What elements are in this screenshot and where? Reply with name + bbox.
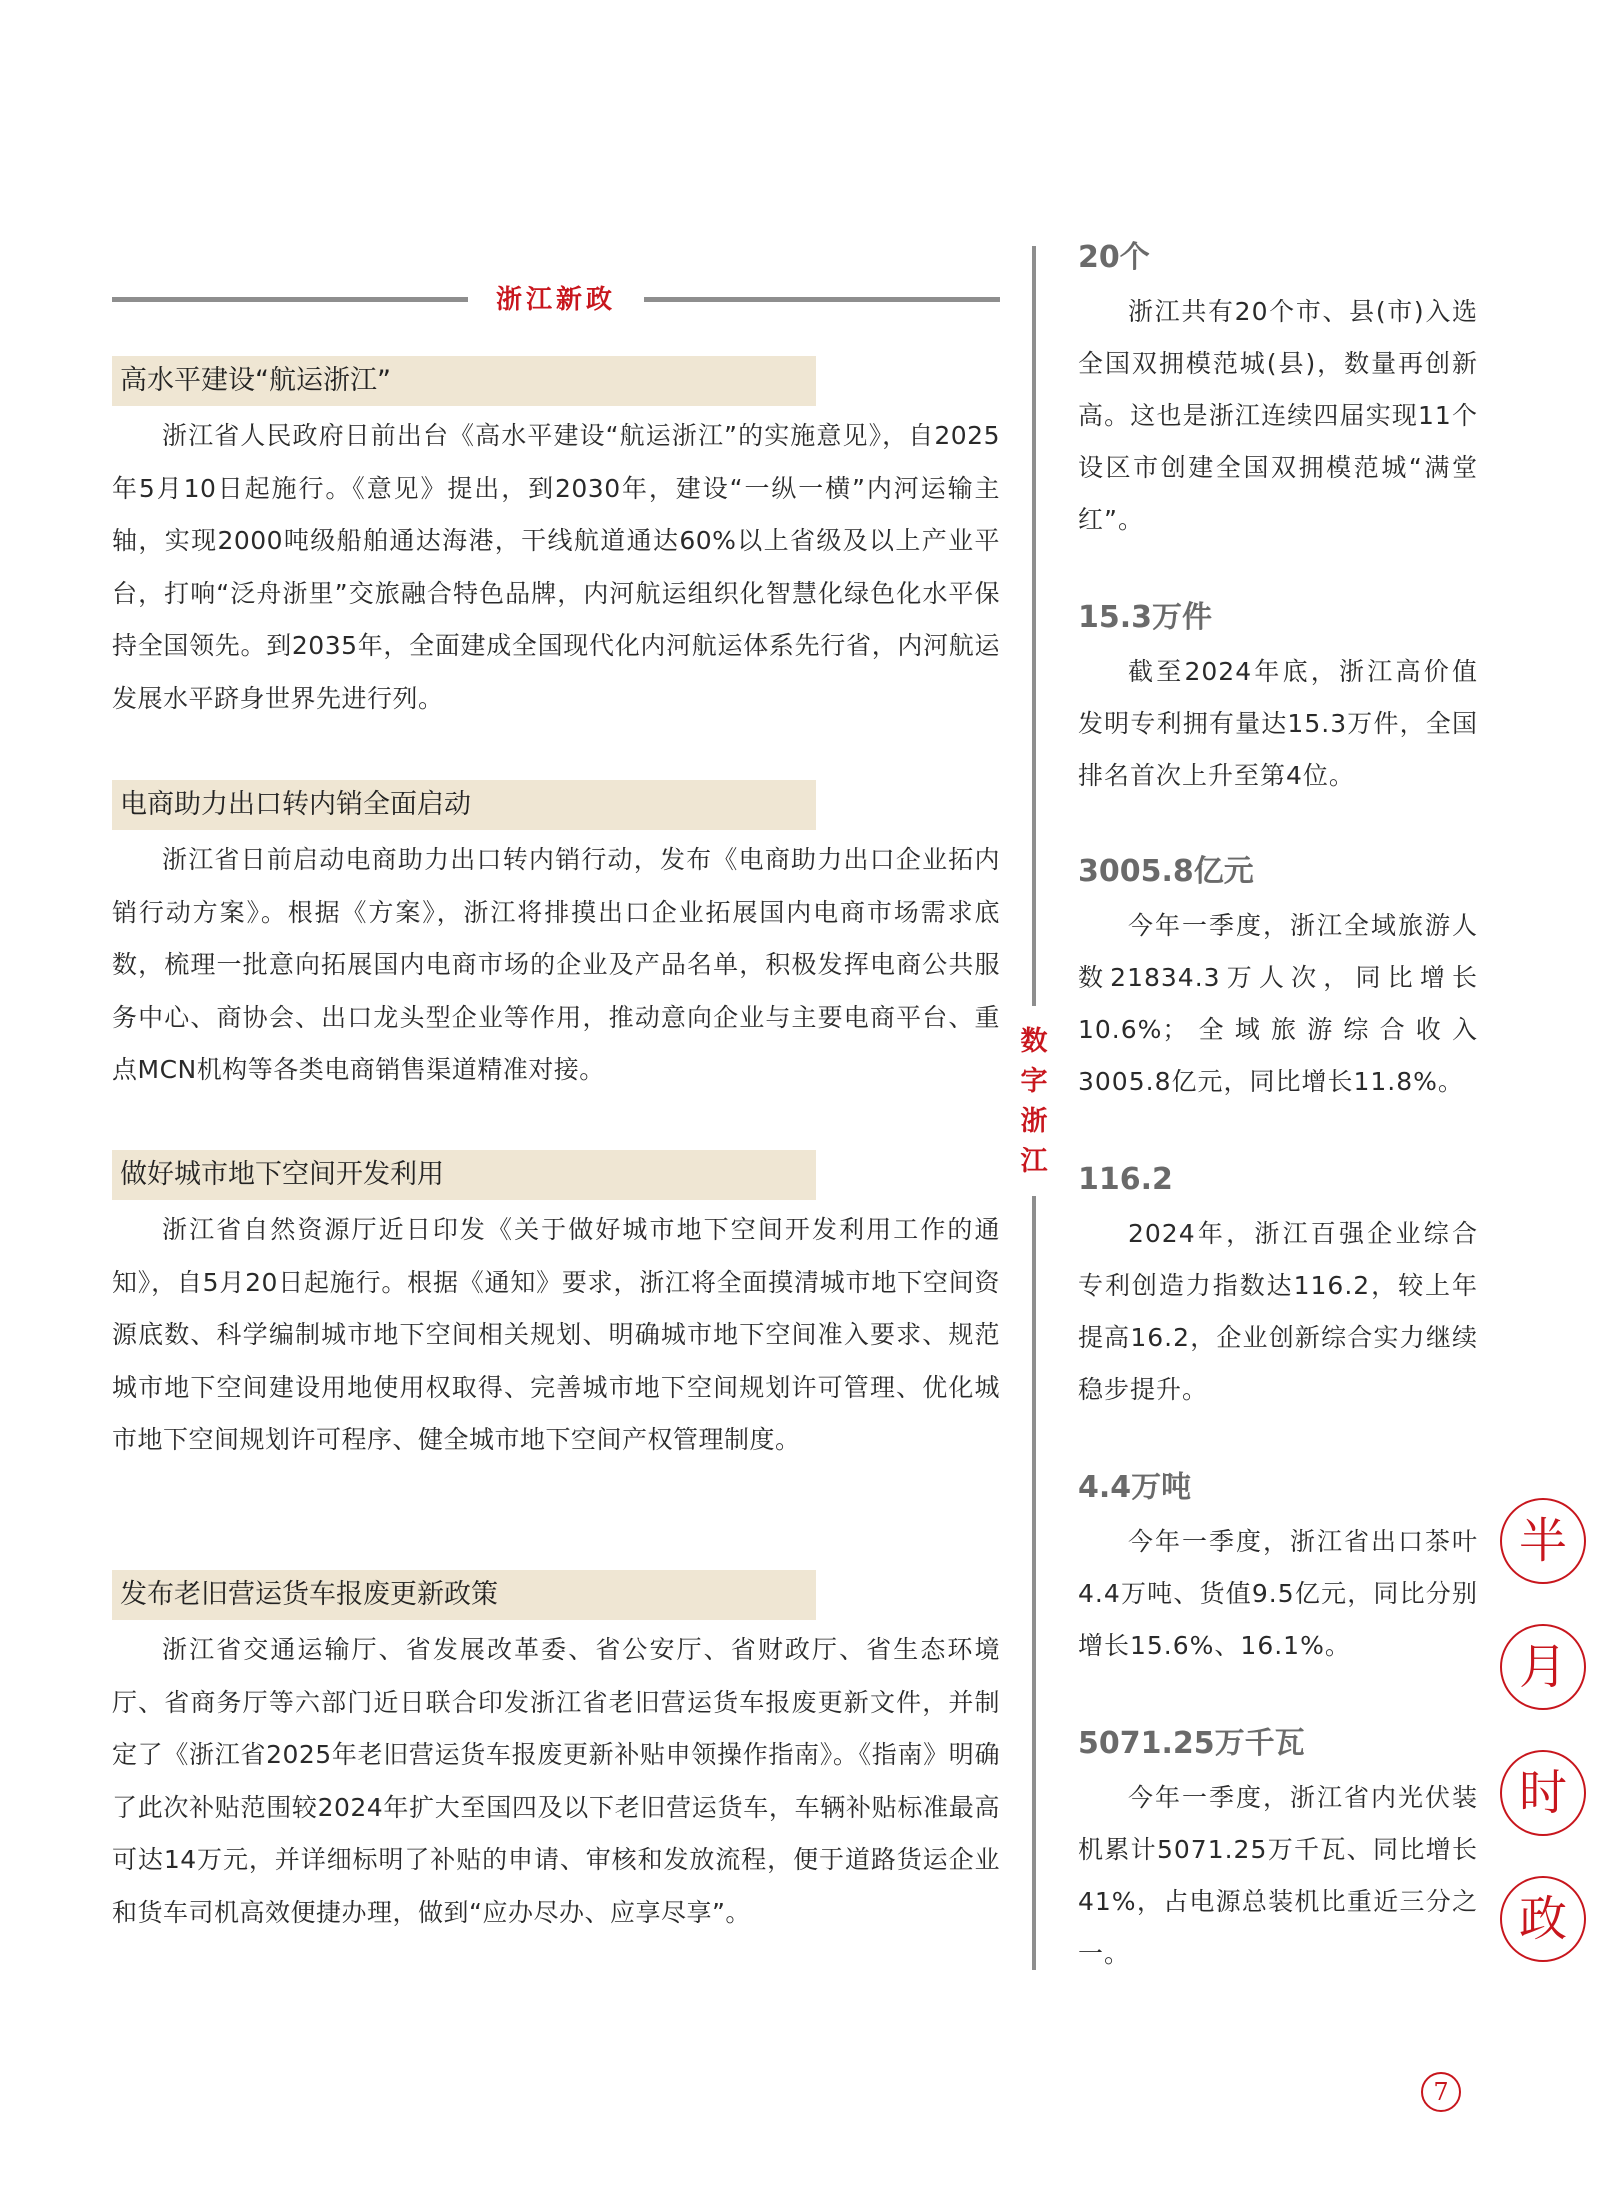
stat-item [1078, 852, 1478, 1108]
article-title: 发布老旧营运货车报废更新政策 [112, 1570, 816, 1620]
stat-text: 今年一季度，浙江省内光伏装机累计5071.25万千瓦、同比增长41%，占电源总装机比重近三分之一。 [1078, 1783, 1478, 1968]
stat-item [1078, 238, 1478, 546]
article-truck-scrappage [112, 1570, 1000, 1939]
seal-char: 时 [1500, 1750, 1586, 1836]
stat-text: 今年一季度，浙江省出口茶叶4.4万吨、货值9.5亿元，同比分别增长15.6%、16.1%。 [1078, 1527, 1478, 1660]
article-body: 浙江省交通运输厅、省发展改革委、省公安厅、省财政厅、省生态环境厅、省商务厅等六部门近日联合印发浙江省老旧营运货车报废更新文件，并制定了《浙江省2025年老旧营运货车报废更新补贴申领操作指南》。《指南》明确了此次补贴范围较2024年扩大至国四及以下老旧营运货车，车辆补贴标准最高可达14万元，并详细标明了补贴的申请、审核和发放流程，便于道路货运企业和货车司机高效便捷办理，做到“应办尽办、应享尽享”。 [112, 1635, 1000, 1927]
section-title: 浙江新政 [468, 280, 644, 320]
stat-number: 116.2 [1078, 1162, 1173, 1197]
article-underground-space [112, 1150, 1000, 1467]
stat-number: 3005.8亿元 [1078, 854, 1254, 889]
side-title-char: 数 [1020, 1026, 1048, 1057]
stat-number: 5071.25万千瓦 [1078, 1726, 1305, 1761]
side-title [1014, 1022, 1054, 1182]
article-title: 高水平建设“航运浙江” [112, 356, 816, 406]
stat-number: 20个 [1078, 240, 1150, 275]
side-title-char: 浙 [1020, 1106, 1048, 1137]
page-number: 7 [1421, 2072, 1461, 2112]
article-title: 电商助力出口转内销全面启动 [112, 780, 816, 830]
stat-text: 浙江共有20个市、县(市)入选全国双拥模范城(县)，数量再创新高。这也是浙江连续四届实现11个设区市创建全国双拥模范城“满堂红”。 [1078, 297, 1478, 534]
stat-text: 2024年，浙江百强企业综合专利创造力指数达116.2，较上年提高16.2，企业创新综合实力继续稳步提升。 [1078, 1219, 1478, 1404]
section-header [112, 280, 1000, 320]
article-body: 浙江省日前启动电商助力出口转内销行动，发布《电商助力出口企业拓内销行动方案》。根据《方案》，浙江将排摸出口企业拓展国内电商市场需求底数，梳理一批意向拓展国内电商市场的企业及产品名单，积极发挥电商公共服务中心、商协会、出口龙头型企业等作用，推动意向企业与主要电商平台、重点MCN机构等各类电商销售渠道精准对接。 [112, 845, 1000, 1084]
side-title-char: 江 [1020, 1146, 1048, 1177]
side-title-char: 字 [1020, 1066, 1048, 1097]
column-divider-top [1032, 246, 1036, 1006]
seal-char: 半 [1500, 1498, 1586, 1584]
stat-item [1078, 1160, 1478, 1416]
article-shipping [112, 356, 1000, 725]
article-body: 浙江省人民政府日前出台《高水平建设“航运浙江”的实施意见》，自2025年5月10日起施行。《意见》提出，到2030年，建设“一纵一横”内河运输主轴，实现2000吨级船舶通达海港，干线航道通达60%以上省级及以上产业平台，打响“泛舟浙里”交旅融合特色品牌，内河航运组织化智慧化绿色化水平保持全国领先。到2035年，全面建成全国现代化内河航运体系先行省，内河航运发展水平跻身世界先进行列。 [112, 421, 1000, 713]
column-divider-bottom [1032, 1196, 1036, 1970]
article-body: 浙江省自然资源厅近日印发《关于做好城市地下空间开发利用工作的通知》，自5月20日起施行。根据《通知》要求，浙江将全面摸清城市地下空间资源底数、科学编制城市地下空间相关规划、明确城市地下空间准入要求、规范城市地下空间建设用地使用权取得、完善城市地下空间规划许可管理、优化城市地下空间规划许可程序、健全城市地下空间产权管理制度。 [112, 1215, 1000, 1454]
article-title: 做好城市地下空间开发利用 [112, 1150, 816, 1200]
stat-item [1078, 598, 1478, 802]
seal-char: 月 [1500, 1624, 1586, 1710]
stat-text: 今年一季度，浙江全域旅游人数21834.3万人次，同比增长10.6%；全域旅游综合收入3005.8亿元，同比增长11.8%。 [1078, 911, 1478, 1096]
article-ecommerce [112, 780, 1000, 1097]
seal-char: 政 [1500, 1876, 1586, 1962]
stat-item [1078, 1724, 1478, 1980]
stat-item [1078, 1468, 1478, 1672]
stat-number: 4.4万吨 [1078, 1470, 1192, 1505]
column-seal [1500, 1498, 1588, 2002]
stat-number: 15.3万件 [1078, 600, 1213, 635]
stat-text: 截至2024年底，浙江高价值发明专利拥有量达15.3万件，全国排名首次上升至第4位。 [1078, 657, 1478, 790]
